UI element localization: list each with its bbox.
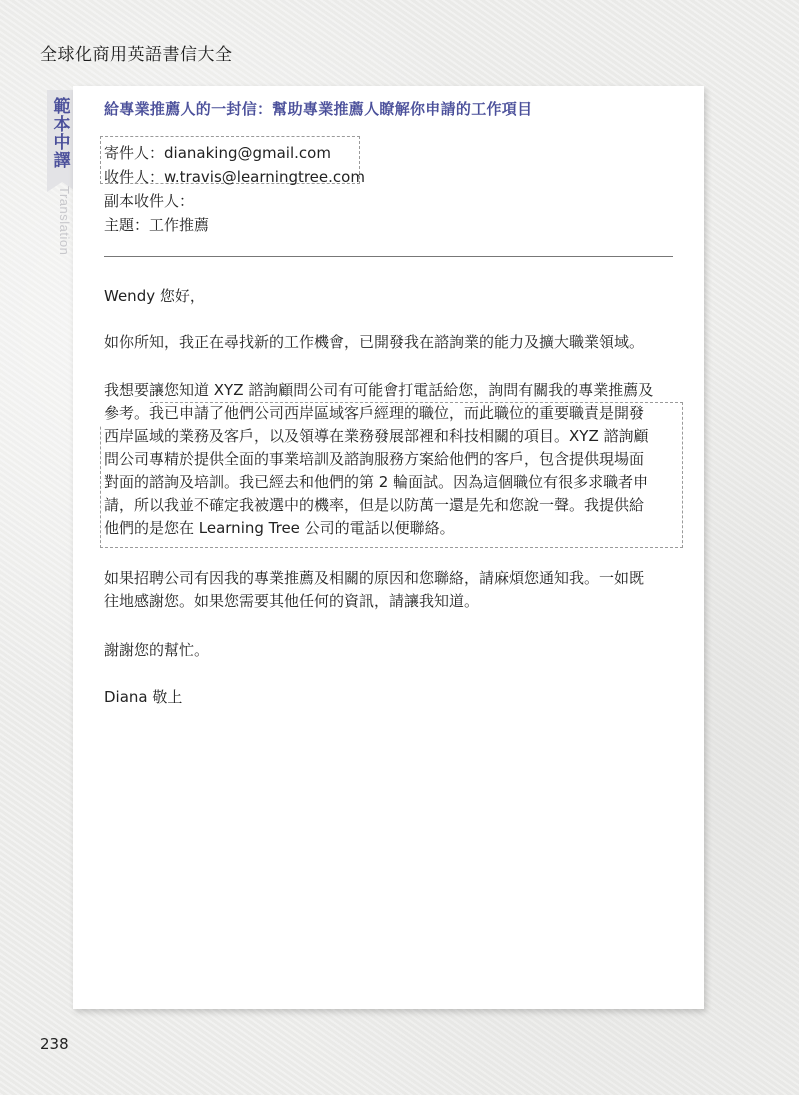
header-from-value: dianaking@gmail.com xyxy=(164,144,331,162)
letter-heading: 給專業推薦人的一封信：幫助專業推薦人瞭解你申請的工作項目 xyxy=(104,100,533,118)
header-from-label: 寄件人： xyxy=(104,144,165,162)
header-cc xyxy=(104,190,194,211)
paragraph-2-line: 參考。我已申請了他們公司西岸區域客戶經理的職位，而此職位的重要職責是開發 xyxy=(104,404,645,422)
header-subject-label: 主題： xyxy=(104,216,150,234)
letter-card xyxy=(73,86,704,1009)
header-to xyxy=(104,166,365,187)
paragraph-2-line: 問公司專精於提供全面的事業培訓及諮詢服務方案給他們的客戶，包含提供現場面 xyxy=(104,450,645,468)
paragraph-2-line: 他們的是您在 Learning Tree 公司的電話以便聯絡。 xyxy=(104,519,455,537)
paragraph-3 xyxy=(104,567,676,613)
paragraph-3-line: 往地感謝您。如果您需要其他任何的資訊，請讓我知道。 xyxy=(104,592,480,610)
header-subject xyxy=(104,214,209,235)
paragraph-2 xyxy=(104,379,676,540)
header-subject-value: 工作推薦 xyxy=(149,216,210,234)
header-to-value: w.travis@learningtree.com xyxy=(164,168,365,186)
header-cc-label: 副本收件人： xyxy=(104,192,195,210)
header-divider xyxy=(104,256,673,257)
page-number: 238 xyxy=(40,1035,69,1053)
greeting: Wendy 您好， xyxy=(104,287,205,305)
book-title: 全球化商用英語書信大全 xyxy=(40,45,233,65)
header-from xyxy=(104,142,331,163)
thanks-line: 謝謝您的幫忙。 xyxy=(104,641,210,659)
paragraph-3-line: 如果招聘公司有因我的專業推薦及相關的原因和您聯絡，請麻煩您通知我。一如既 xyxy=(104,569,645,587)
side-tab-label-zh: 範本中譯 xyxy=(53,97,71,171)
paragraph-2-line: 對面的諮詢及培訓。我已經去和他們的第 2 輪面試。因為這個職位有很多求職者申 xyxy=(104,473,649,491)
paragraph-1: 如你所知，我正在尋找新的工作機會，已開發我在諮詢業的能力及擴大職業領域。 xyxy=(104,333,645,351)
signature: Diana 敬上 xyxy=(104,688,183,706)
paragraph-2-line: 西岸區域的業務及客戶，以及領導在業務發展部裡和科技相關的項目。XYZ 諮詢顧 xyxy=(104,427,649,445)
header-to-label: 收件人： xyxy=(104,168,165,186)
paragraph-2-line: 我想要讓您知道 XYZ 諮詢顧問公司有可能會打電話給您，詢問有關我的專業推薦及 xyxy=(104,381,654,399)
side-tab-label-en: Translation xyxy=(57,186,72,256)
paragraph-2-line: 請，所以我並不確定我被選中的機率，但是以防萬一還是先和您說一聲。我提供給 xyxy=(104,496,645,514)
